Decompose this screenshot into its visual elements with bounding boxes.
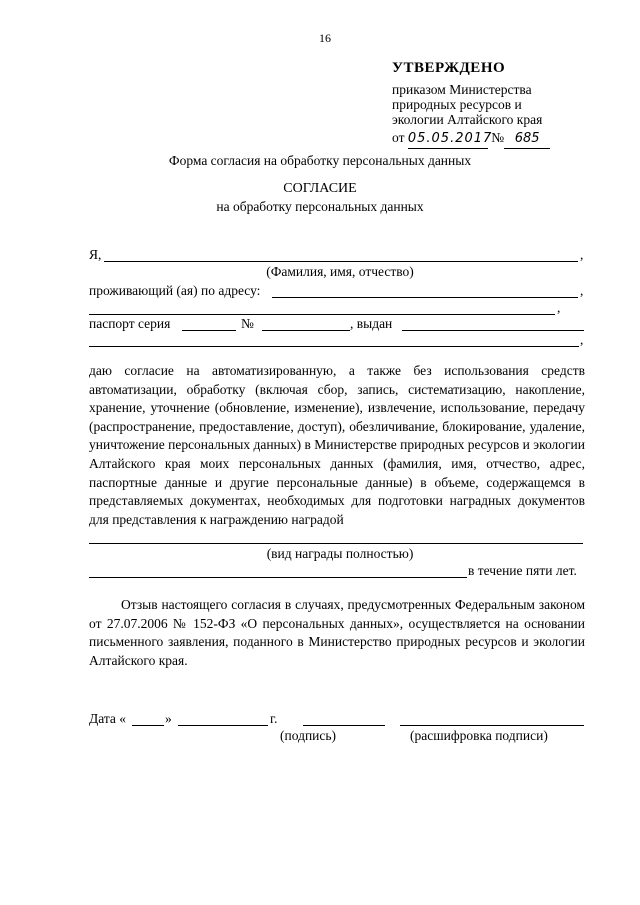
approval-heading: УТВЕРЖДЕНО — [392, 60, 506, 76]
consent-subtitle: на обработку персональных данных — [216, 199, 424, 214]
approval-date-line — [392, 129, 592, 149]
passport-number-field[interactable] — [262, 330, 350, 331]
i-label: Я, — [89, 247, 102, 262]
award-caption: (вид награды полностью) — [266, 546, 414, 561]
consent-title: СОГЛАСИЕ — [283, 181, 357, 196]
date-month-field[interactable] — [178, 725, 268, 726]
issued-by-field-2[interactable] — [89, 346, 579, 347]
issued-label: , выдан — [350, 316, 393, 331]
date-day-field[interactable] — [132, 725, 164, 726]
passport-series-label: паспорт серия — [89, 316, 171, 331]
address-comma: , — [580, 283, 584, 298]
date-quote-close: » — [165, 711, 172, 726]
approval-block — [392, 58, 592, 149]
address-label: проживающий (ая) по адресу: — [89, 283, 261, 298]
issued-by-field[interactable] — [402, 330, 584, 331]
issued-comma: , — [580, 332, 584, 347]
signature-caption: (подпись) — [280, 728, 337, 743]
page-number: 16 — [319, 31, 331, 45]
passport-series-field[interactable] — [182, 330, 236, 331]
date-label: Дата « — [89, 711, 127, 726]
date-prefix: от — [392, 130, 405, 145]
passport-number-label: № — [241, 316, 254, 331]
address-comma-2: , — [557, 300, 561, 315]
approval-number-value: 685 — [504, 130, 550, 149]
decryption-field[interactable] — [400, 725, 584, 726]
signature-field[interactable] — [303, 725, 385, 726]
approval-date-value: 05.05.2017 — [408, 130, 488, 149]
approval-line-2: природных ресурсов и — [392, 97, 522, 112]
number-prefix: № — [491, 130, 505, 145]
duration-text: в течение пяти лет. — [468, 563, 577, 578]
form-title: Форма согласия на обработку персональных данных — [168, 153, 472, 168]
award-field-1[interactable] — [89, 543, 583, 544]
approval-line-3: экологии Алтайского края — [392, 112, 543, 127]
fio-comma: , — [580, 247, 584, 262]
fio-caption: (Фамилия, имя, отчество) — [266, 264, 414, 279]
fio-field[interactable] — [104, 261, 578, 262]
revocation-text: Отзыв настоящего согласия в случаях, предусмотренных Федеральным законом от 27.07.2006 № 152-ФЗ «О персональных данных», осуществляется на основании письменного заявления, поданного в Министерство природных ресурсов и экологии Алтайского края. — [89, 597, 585, 668]
decryption-caption: (расшифровка подписи) — [410, 728, 548, 743]
consent-body-text: даю согласие на автоматизированную, а также без использования средств автоматизации, обработку (включая сбор, запись, систематизацию, накопление, хранение, уточнение (обновление, изменение), извлечение, использование, передачу (распространение, предоставление, доступ), обезличивание, блокирование, удаление, уничтожение персональных данных) в Министерстве природных ресурсов и экологии Алтайского края моих персональных данных (фамилия, имя, отчество, адрес, паспортные данные и другие персональные данные) в объеме, содержащемся в представляемых документах, необходимых для подготовки наградных документов для представления к награждению наградой — [89, 363, 585, 527]
year-suffix: г. — [270, 711, 278, 726]
address-field-1[interactable] — [272, 297, 578, 298]
approval-line-1: приказом Министерства — [392, 82, 532, 97]
award-field-2[interactable] — [89, 577, 467, 578]
